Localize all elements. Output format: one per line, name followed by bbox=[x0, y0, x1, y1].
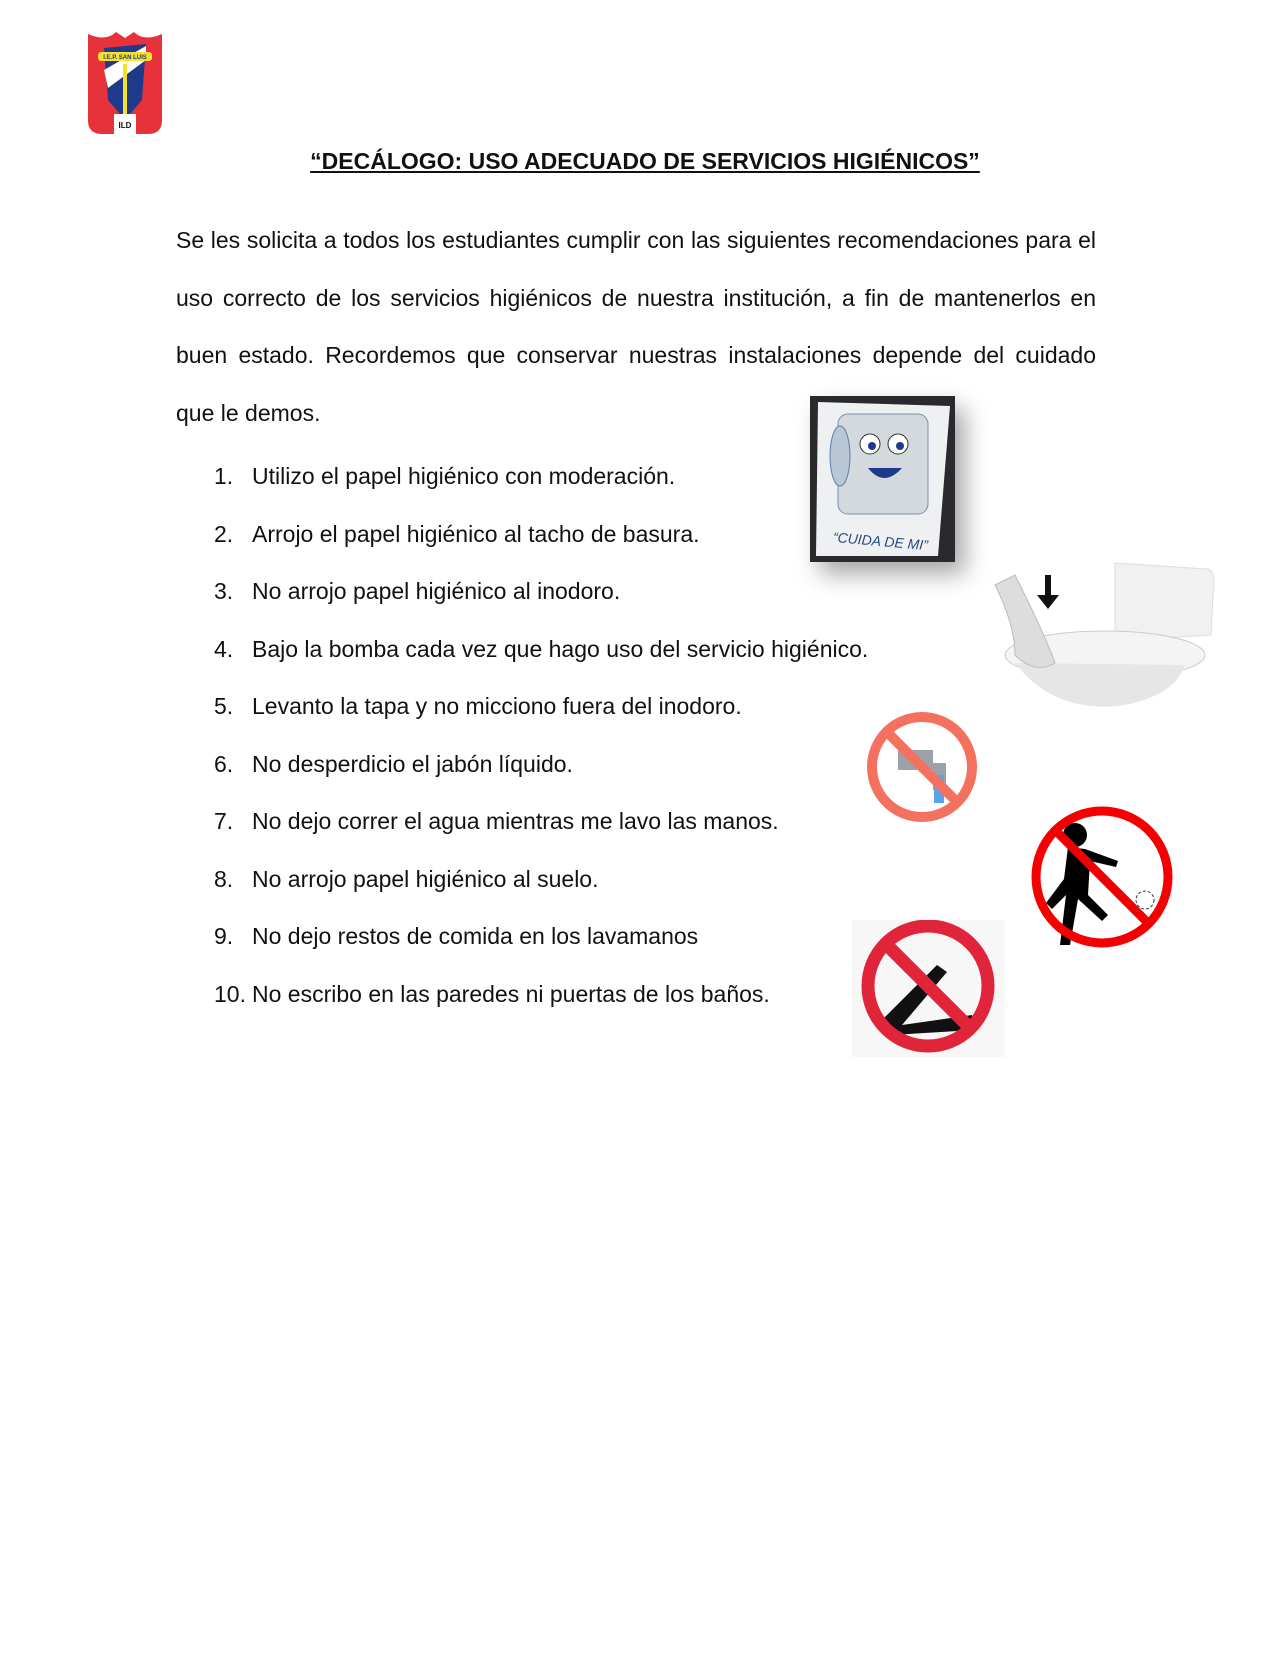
item-text: Levanto la tapa y no micciono fuera del inodoro. bbox=[252, 693, 742, 719]
item-number: 7. bbox=[214, 808, 234, 834]
item-number: 2. bbox=[214, 520, 234, 547]
item-text: No desperdicio el jabón líquido. bbox=[252, 750, 573, 777]
list-item bbox=[214, 518, 868, 576]
item-text: No dejo restos de comida en los lavamanos bbox=[252, 923, 699, 949]
item-number: 4. bbox=[214, 635, 234, 662]
list-item bbox=[214, 748, 868, 806]
logo-text: I.E.P. SAN LUIS bbox=[103, 55, 147, 61]
item-text: No arrojo papel higiénico al suelo. bbox=[252, 865, 599, 892]
list-item bbox=[214, 460, 868, 518]
item-number: 3. bbox=[214, 578, 234, 604]
list-item bbox=[214, 920, 868, 978]
list-item bbox=[214, 575, 868, 633]
list-item bbox=[214, 690, 868, 748]
item-number: 1. bbox=[214, 463, 234, 489]
toilet-flush-image bbox=[985, 555, 1250, 725]
school-logo bbox=[86, 30, 164, 136]
item-text: No escribo en las paredes ni puertas de los baños. bbox=[252, 980, 770, 1007]
item-text: Arrojo el papel higiénico al tacho de basura. bbox=[252, 520, 700, 547]
no-water-waste-sign bbox=[858, 705, 986, 830]
item-text: Utilizo el papel higiénico con moderación. bbox=[252, 463, 676, 489]
item-number: 8. bbox=[214, 865, 234, 892]
item-number: 5. bbox=[214, 693, 234, 719]
list-item bbox=[214, 978, 868, 1036]
list-item bbox=[214, 633, 868, 691]
item-text: Bajo la bomba cada vez que hago uso del servicio higiénico. bbox=[252, 635, 869, 662]
page-title: “DECÁLOGO: USO ADECUADO DE SERVICIOS HIGIÉNICOS” bbox=[310, 148, 980, 174]
item-text: No dejo correr el agua mientras me lavo las manos. bbox=[252, 808, 779, 834]
logo-bottom-text: ILD bbox=[118, 121, 132, 130]
no-writing-sign bbox=[852, 920, 1005, 1057]
intro-paragraph: Se les solicita a todos los estudiantes cumplir con las siguientes recomendaciones para el uso correcto de los servicios higiénicos de nuestra institución, a fin de mantenerlos en buen estado. Recordemos que conservar nuestras instalaciones depende del cuidado que le demos. bbox=[176, 227, 1096, 426]
item-number: 6. bbox=[214, 750, 234, 777]
item-number: 9. bbox=[214, 923, 234, 949]
item-number: 10. bbox=[214, 980, 246, 1007]
toilet-paper-image bbox=[810, 396, 955, 562]
item-text: No arrojo papel higiénico al inodoro. bbox=[252, 578, 621, 604]
decalogue-list bbox=[214, 460, 868, 1035]
paper-caption: “CUIDA DE MI” bbox=[832, 528, 929, 554]
list-item bbox=[214, 805, 868, 863]
no-littering-sign bbox=[1030, 805, 1180, 953]
list-item bbox=[214, 863, 868, 921]
